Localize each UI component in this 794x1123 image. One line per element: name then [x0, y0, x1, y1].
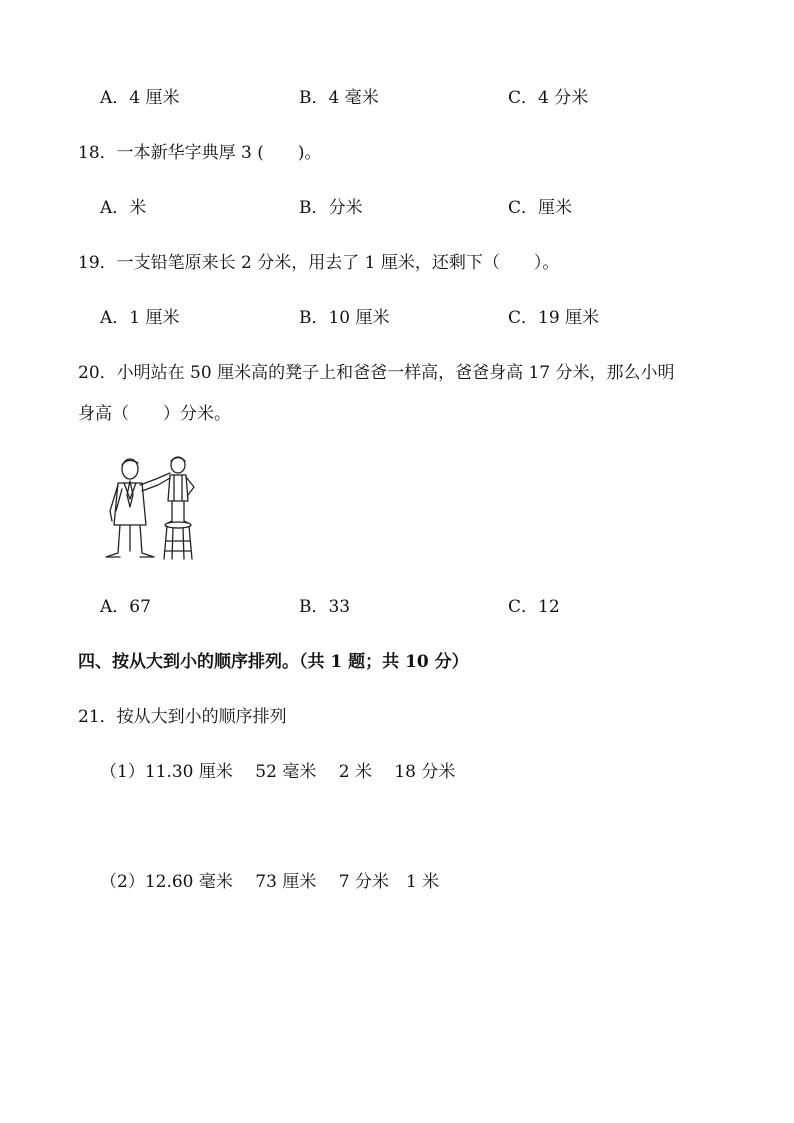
q18-option-c: C．厘米 [508, 198, 573, 218]
q20-text-line2: 身高（ ）分米。 [78, 404, 231, 424]
q21-text: 21．按从大到小的顺序排列 [78, 707, 287, 727]
q18-option-a: A．米 [100, 198, 147, 218]
section-heading: 四、按从大到小的顺序排列。（共 1 题；共 10 分） [78, 652, 469, 672]
q18-option-b: B．分米 [299, 198, 363, 218]
q20-option-b: B．33 [299, 597, 351, 617]
q18-text: 18．一本新华字典厚 3 ( )。 [78, 143, 322, 163]
q17-option-a: A．4 厘米 [100, 88, 180, 108]
father-son-illustration [98, 455, 208, 565]
q17-option-c: C．4 分米 [508, 88, 589, 108]
q20-option-a: A．67 [100, 597, 151, 617]
q20-option-c: C．12 [508, 597, 560, 617]
q17-option-b: B．4 毫米 [299, 88, 379, 108]
q19-option-a: A．1 厘米 [100, 308, 180, 328]
q21-part1: （1）11.30 厘米 52 毫米 2 米 18 分米 [100, 762, 456, 782]
q21-part2: （2）12.60 毫米 73 厘米 7 分米 1 米 [100, 872, 440, 892]
q20-text-line1: 20．小明站在 50 厘米高的凳子上和爸爸一样高，爸爸身高 17 分米，那么小明 [78, 363, 675, 383]
q19-option-c: C．19 厘米 [508, 308, 600, 328]
q19-text: 19．一支铅笔原来长 2 分米，用去了 1 厘米，还剩下（ ）。 [78, 253, 560, 273]
q19-option-b: B．10 厘米 [299, 308, 390, 328]
